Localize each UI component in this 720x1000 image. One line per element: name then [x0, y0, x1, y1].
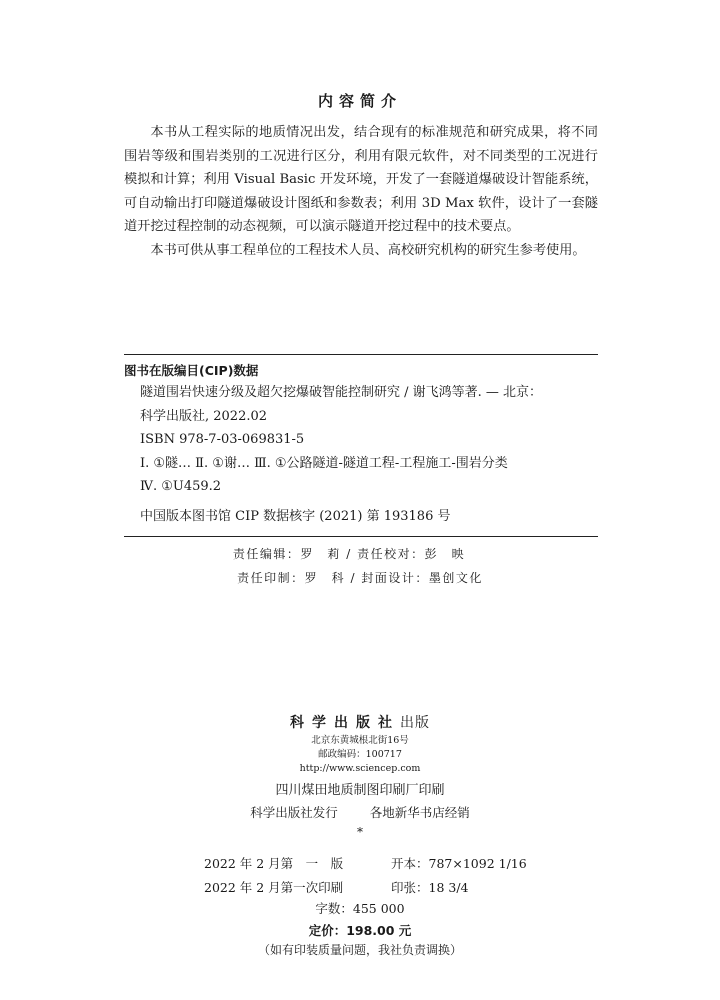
word-count: 字数：455 000: [315, 901, 405, 916]
abstract-paragraph-2: 本书可供从事工程单位的工程技术人员、高校研究机构的研究生参考使用。: [150, 242, 586, 258]
publisher-line: [0, 712, 720, 734]
responsibility-block: [0, 542, 720, 590]
publisher-block: [0, 712, 720, 840]
cip-classification: Ⅰ. ①隧… Ⅱ. ①谢… Ⅲ. ①公路隧道-隧道工程-工程施工-围岩分类: [140, 455, 508, 471]
printing-date: 2022 年 2 月第一次印刷: [204, 880, 344, 895]
price: 定价：198.00 元: [308, 923, 412, 938]
price-block: [0, 897, 720, 959]
separator-star: *: [357, 825, 363, 839]
editor-proofreader-line: 责任编辑：罗 莉 / 责任校对：彭 映: [232, 547, 466, 561]
edition-block: [204, 852, 527, 900]
cip-block: [124, 354, 598, 537]
seller: 各地新华书店经销: [369, 805, 470, 820]
printing-cover-design-line: 责任印制：罗 科 / 封面设计：墨创文化: [237, 571, 483, 585]
cip-classification-code: Ⅳ. ①U459.2: [140, 479, 222, 494]
book-format: 开本：787×1092 1/16: [391, 856, 527, 871]
cip-publisher-line: 科学出版社, 2022.02: [140, 408, 268, 424]
abstract-paragraph-1: 本书从工程实际的地质情况出发，结合现有的标准规范和研究成果，将不同围岩等级和围岩类别的工况进行区分，利用有限元软件，对不同类型的工况进行模拟和计算；利用 Visual Basic 开发环境，开发了一套隧道爆破设计智能系统，可自动输出打印隧道爆破设计图纸和参数表；利用 3D Max 软件，设计了一套隧道开挖过程控制的动态视频，可以演示隧道开挖过程中的技术要点。: [124, 125, 598, 234]
publisher-address: 北京东黄城根北街16号: [311, 735, 409, 746]
printer: 四川煤田地质制图印刷厂印刷: [275, 783, 445, 798]
cip-heading: 图书在版编目(CIP)数据: [124, 363, 259, 378]
issuer: 科学出版社发行: [250, 805, 338, 820]
publisher-suffix: 出版: [400, 715, 430, 731]
distribution-line: [0, 802, 720, 824]
cip-title-line: 隧道围岩快速分级及超欠挖爆破智能控制研究 / 谢飞鸿等著. — 北京：: [140, 385, 543, 400]
abstract: [124, 121, 598, 262]
cip-record-number: 中国版本图书馆 CIP 数据核字 (2021) 第 193186 号: [140, 508, 451, 524]
page-title: 内容简介: [317, 92, 402, 110]
edition-date: 2022 年 2 月第 一 版: [204, 856, 344, 871]
printed-sheets: 印张：18 3/4: [391, 880, 469, 895]
publisher-postcode: 邮政编码：100717: [318, 749, 402, 760]
publisher-name: 科学出版社: [290, 715, 400, 731]
quality-note: （如有印装质量问题，我社负责调换）: [257, 943, 462, 957]
publisher-url: http://www.sciencep.com: [299, 763, 421, 774]
cip-isbn: ISBN 978-7-03-069831-5: [140, 432, 305, 447]
